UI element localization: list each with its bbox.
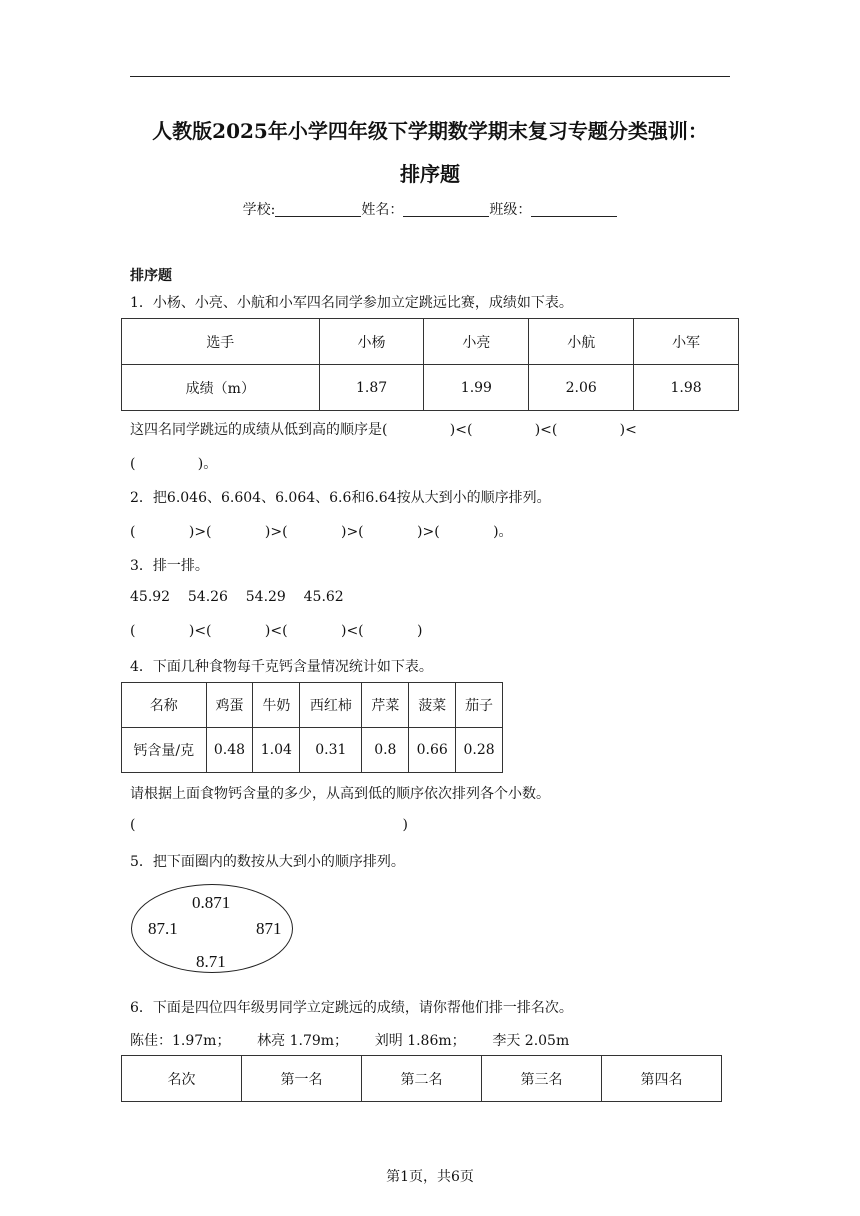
table-header-cell: 名称: [122, 683, 207, 728]
question-1-answer-line-2[interactable]: ( )。: [130, 456, 218, 472]
table-row: [122, 728, 503, 773]
table-cell: 1.87: [319, 365, 424, 411]
table-header-cell: 鸡蛋: [206, 683, 253, 728]
table-cell: 0.28: [456, 728, 503, 773]
school-label: 学校:: [242, 202, 276, 218]
table-header-cell: 名次: [122, 1056, 242, 1102]
question-3-numbers: 45.92 54.26 54.29 45.62: [130, 589, 344, 605]
class-blank[interactable]: [531, 202, 617, 217]
oval-number: 871: [256, 919, 282, 938]
table-cell: 0.48: [206, 728, 253, 773]
table-cell: 1.98: [634, 365, 739, 411]
title-line-1: 人教版2025年小学四年级下学期数学期末复习专题分类强训：: [152, 119, 708, 143]
table-header-cell: 小亮: [424, 319, 529, 365]
table-header-cell: 西红柿: [300, 683, 362, 728]
table-cell: 1.99: [424, 365, 529, 411]
name-label: 姓名：: [361, 202, 404, 218]
page-footer: 第1页，共6页: [386, 1169, 474, 1185]
question-1-answer-line-1[interactable]: 这四名同学跳远的成绩从低到高的顺序是( )<( )<( )<: [130, 422, 637, 438]
question-1-text: 1．小杨、小亮、小航和小军四名同学参加立定跳远比赛，成绩如下表。: [130, 295, 573, 311]
table-header-cell: 茄子: [456, 683, 503, 728]
section-title: 排序题: [130, 268, 172, 284]
table-header-cell: 牛奶: [253, 683, 300, 728]
question-2-text: 2．把6.046、6.604、6.064、6.6和6.64按从大到小的顺序排列。: [130, 490, 551, 506]
name-blank[interactable]: [403, 202, 489, 217]
question-3-text: 3．排一排。: [130, 558, 209, 574]
question-1-table: [121, 318, 739, 411]
student-info-line: [0, 199, 860, 219]
table-cell: 钙含量/克: [122, 728, 207, 773]
question-3-answer[interactable]: ( )<( )<( )<( ): [130, 623, 423, 639]
table-cell: 0.66: [409, 728, 456, 773]
table-header-cell: 小航: [529, 319, 634, 365]
question-4-text: 4．下面几种食物每千克钙含量情况统计如下表。: [130, 659, 433, 675]
question-6-text: 6．下面是四位四年级男同学立定跳远的成绩，请你帮他们排一排名次。: [130, 1000, 573, 1016]
table-header-cell: 第四名: [602, 1056, 722, 1102]
class-label: 班级：: [489, 202, 532, 218]
oval-number: 87.1: [148, 919, 178, 938]
table-header-cell: 芹菜: [362, 683, 409, 728]
question-4-table: [121, 682, 503, 773]
question-6-table: [121, 1055, 722, 1102]
table-header-cell: 第三名: [482, 1056, 602, 1102]
question-6-results: 陈佳：1.97m； 林亮 1.79m； 刘明 1.86m； 李天 2.05m: [130, 1033, 570, 1049]
table-cell: 1.04: [253, 728, 300, 773]
question-2-answer[interactable]: ( )>( )>( )>( )>( )。: [130, 524, 513, 540]
question-5-text: 5．把下面圈内的数按从大到小的顺序排列。: [130, 854, 405, 870]
question-4-prompt: 请根据上面食物钙含量的多少，从高到低的顺序依次排列各个小数。: [130, 786, 550, 802]
header-rule: [130, 76, 730, 77]
table-row: [122, 319, 739, 365]
table-row: [122, 683, 503, 728]
table-header-cell: 第二名: [362, 1056, 482, 1102]
table-cell: 2.06: [529, 365, 634, 411]
title-line-2: 排序题: [400, 162, 460, 186]
oval-number: 8.71: [196, 952, 226, 971]
table-header-cell: 选手: [122, 319, 320, 365]
table-row: [122, 365, 739, 411]
table-cell: 0.8: [362, 728, 409, 773]
table-cell: 0.31: [300, 728, 362, 773]
table-header-cell: 第一名: [242, 1056, 362, 1102]
table-header-cell: 小杨: [319, 319, 424, 365]
question-4-answer[interactable]: ( ): [130, 817, 408, 833]
table-header-cell: 小军: [634, 319, 739, 365]
table-cell: 成绩（m）: [122, 365, 320, 411]
table-row: [122, 1056, 722, 1102]
oval-number: 0.871: [192, 893, 231, 912]
table-header-cell: 菠菜: [409, 683, 456, 728]
school-blank[interactable]: [275, 202, 361, 217]
